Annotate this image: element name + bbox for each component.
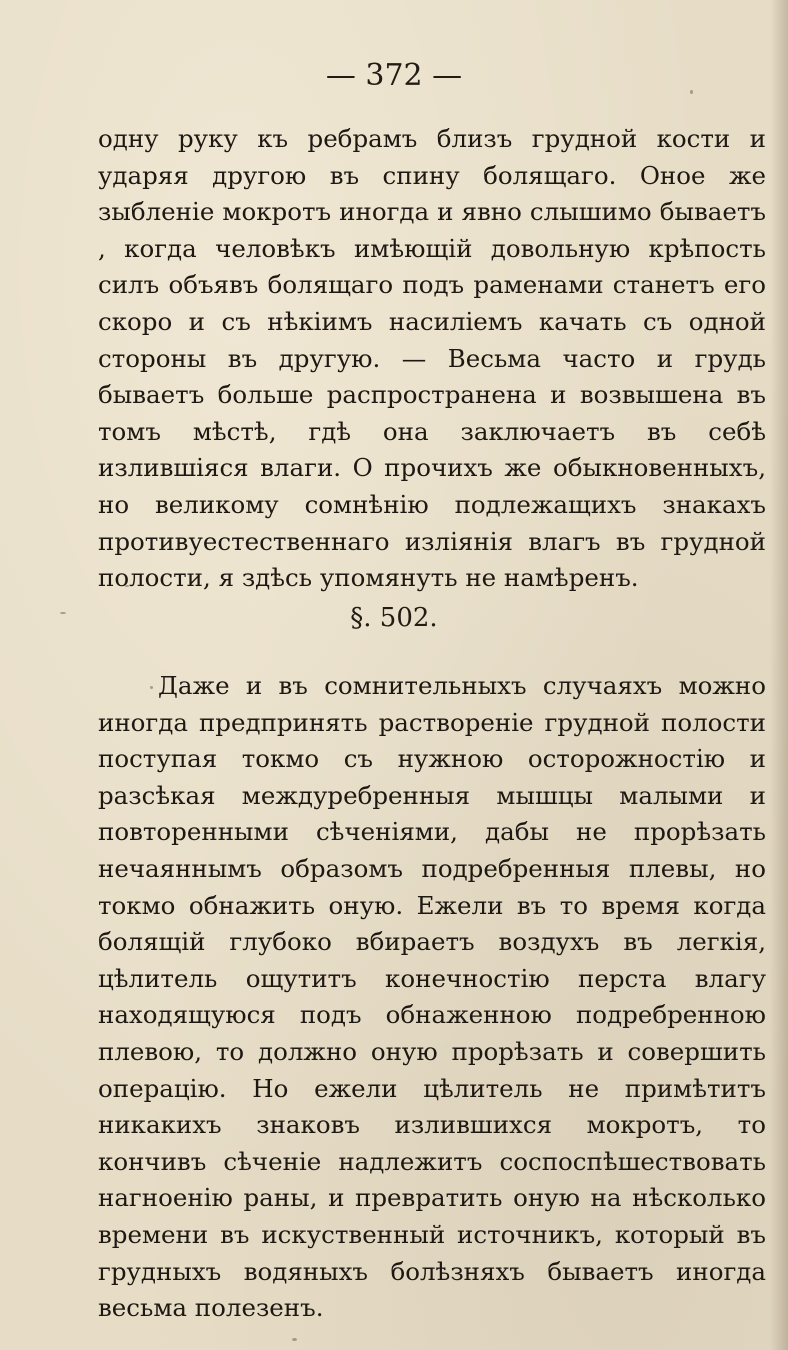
page-fold-shadow (770, 0, 788, 1350)
ink-speck (150, 686, 153, 689)
paragraph-2: Даже и въ сомнительныхъ случаяхъ можно иногда предпринять раствореніе грудной полости поступая токмо съ нужною осторожностію и разсѣкая междуребренныя мышцы малыми и повторенными сѣченіями, дабы не прорѣзать нечаяннымъ образомъ подребренныя плевы, но токмо обнажить оную. Ежели въ то время когда болящій глубоко вбираетъ воздухъ въ легкія, цѣлитель ощутитъ конечностію перста влагу находящуюся подъ обнаженною подребренною плевою, то должно оную прорѣзать и совершить операцію. Но ежели цѣлитель не примѣтитъ никакихъ знаковъ излившихся мокротъ, то кончивъ сѣченіе надлежитъ соспоспѣшествовать нагноенію раны, и превратить оную на нѣсколько времени въ искуственный источникъ, который въ грудныхъ водяныхъ болѣзняхъ бываетъ иногда весьма полезенъ. (98, 671, 766, 1323)
paragraph-1: одну руку къ ребрамъ близъ грудной кости и ударяя другою въ спину болящаго. Оное же зыбленіе мокротъ иногда и явно слышимо бываетъ , когда человѣкъ имѣющій довольную крѣпость силъ объявъ болящаго подъ раменами станетъ его скоро и съ нѣкіимъ насиліемъ качать съ одной стороны въ другую. — Весьма часто и грудь бываетъ больше распространена и возвышена въ томъ мѣстѣ, гдѣ она заключаетъ въ себѣ излившіяся влаги. О прочихъ же обыкновенныхъ, но великому сомнѣнію подлежащихъ знакахъ противуестественнаго изліянія влагъ въ грудной полости, я здѣсь упомянуть не намѣренъ. (98, 124, 766, 593)
page-number: — 372 — (325, 58, 463, 93)
ink-speck (690, 90, 693, 94)
ink-speck (125, 585, 129, 587)
ink-speck (292, 1338, 297, 1341)
section-heading: §. 502. (350, 603, 438, 633)
ink-speck (60, 612, 66, 614)
